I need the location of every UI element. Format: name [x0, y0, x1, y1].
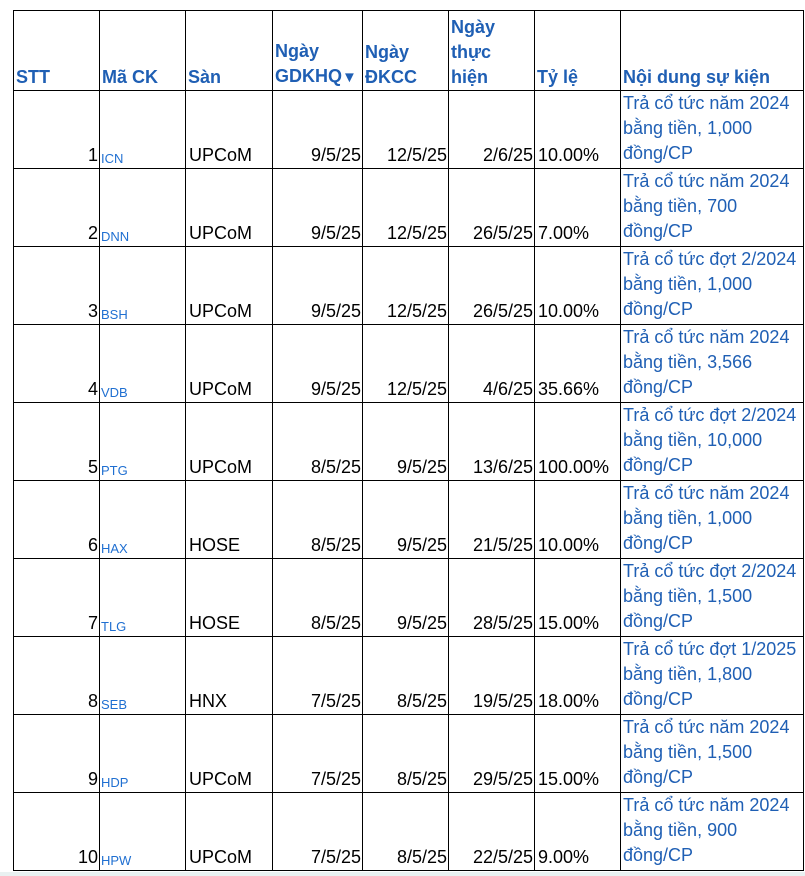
- cell-ngay-gdkhq: 8/5/25: [273, 481, 363, 559]
- header-ngay-dkcc: Ngày ĐKCC: [363, 11, 449, 91]
- cell-exchange: UPCoM: [186, 403, 273, 481]
- cell-ma-ck: [100, 91, 186, 169]
- header-san: Sàn: [186, 11, 273, 91]
- cell-ngay-thuc-hien: 22/5/25: [449, 793, 535, 871]
- table-row: [14, 325, 804, 403]
- stock-code-link[interactable]: SEB: [101, 697, 128, 712]
- cell-ty-le: 10.00%: [535, 247, 621, 325]
- header-ngay-gdkhq-label: Ngày GDKHQ: [275, 41, 342, 86]
- cell-ngay-thuc-hien: 28/5/25: [449, 559, 535, 637]
- cell-ngay-dkcc: 8/5/25: [363, 715, 449, 793]
- cell-ngay-thuc-hien: 2/6/25: [449, 91, 535, 169]
- cell-stt: 3: [14, 247, 100, 325]
- cell-exchange: HOSE: [186, 559, 273, 637]
- cell-exchange: UPCoM: [186, 325, 273, 403]
- cell-ma-ck: [100, 637, 186, 715]
- header-noi-dung: Nội dung sự kiện: [621, 11, 804, 91]
- stock-code-link[interactable]: BSH: [101, 307, 128, 322]
- cell-event-content: Trả cổ tức năm 2024 bằng tiền, 1,000 đồng/CP: [621, 91, 804, 169]
- cell-ty-le: 15.00%: [535, 559, 621, 637]
- table-row: [14, 247, 804, 325]
- cell-ngay-dkcc: 8/5/25: [363, 637, 449, 715]
- stock-code-link[interactable]: ICN: [101, 151, 124, 166]
- table-row: [14, 91, 804, 169]
- cell-ma-ck: [100, 559, 186, 637]
- cell-event-content: Trả cổ tức năm 2024 bằng tiền, 1,500 đồng/CP: [621, 715, 804, 793]
- cell-exchange: HOSE: [186, 481, 273, 559]
- cell-event-content: Trả cổ tức năm 2024 bằng tiền, 700 đồng/CP: [621, 169, 804, 247]
- cell-ngay-thuc-hien: 26/5/25: [449, 247, 535, 325]
- cell-ty-le: 35.66%: [535, 325, 621, 403]
- cell-ngay-dkcc: 12/5/25: [363, 325, 449, 403]
- cell-ngay-dkcc: 12/5/25: [363, 91, 449, 169]
- cell-exchange: UPCoM: [186, 91, 273, 169]
- cell-event-content: Trả cổ tức năm 2024 bằng tiền, 900 đồng/CP: [621, 793, 804, 871]
- cell-ty-le: 18.00%: [535, 637, 621, 715]
- stock-code-link[interactable]: HPW: [101, 853, 132, 868]
- cell-ma-ck: [100, 793, 186, 871]
- table-row: [14, 559, 804, 637]
- cell-event-content: Trả cổ tức đợt 2/2024 bằng tiền, 10,000 đồng/CP: [621, 403, 804, 481]
- cell-exchange: UPCoM: [186, 793, 273, 871]
- stock-code-link[interactable]: HAX: [101, 541, 128, 556]
- cell-ngay-gdkhq: 8/5/25: [273, 403, 363, 481]
- cell-ma-ck: [100, 403, 186, 481]
- cell-exchange: UPCoM: [186, 715, 273, 793]
- cell-ngay-gdkhq: 7/5/25: [273, 793, 363, 871]
- cell-stt: 10: [14, 793, 100, 871]
- header-ngay-gdkhq[interactable]: [273, 11, 363, 91]
- cell-ngay-gdkhq: 9/5/25: [273, 247, 363, 325]
- header-stt: STT: [14, 11, 100, 91]
- stock-code-link[interactable]: PTG: [101, 463, 128, 478]
- cell-stt: 4: [14, 325, 100, 403]
- cell-ngay-gdkhq: 8/5/25: [273, 559, 363, 637]
- cell-ma-ck: [100, 481, 186, 559]
- stock-code-link[interactable]: DNN: [101, 229, 130, 244]
- cell-ngay-dkcc: 8/5/25: [363, 793, 449, 871]
- cell-stt: 9: [14, 715, 100, 793]
- cell-ngay-gdkhq: 9/5/25: [273, 325, 363, 403]
- cell-ngay-thuc-hien: 21/5/25: [449, 481, 535, 559]
- cell-event-content: Trả cổ tức năm 2024 bằng tiền, 3,566 đồng/CP: [621, 325, 804, 403]
- header-ty-le: Tỷ lệ: [535, 11, 621, 91]
- cell-ma-ck: [100, 169, 186, 247]
- cell-ngay-gdkhq: 7/5/25: [273, 637, 363, 715]
- table-row: [14, 715, 804, 793]
- table-row: [14, 793, 804, 871]
- cell-event-content: Trả cổ tức đợt 2/2024 bằng tiền, 1,000 đồng/CP: [621, 247, 804, 325]
- header-ma-ck: Mã CK: [100, 11, 186, 91]
- cell-stt: 2: [14, 169, 100, 247]
- cell-ngay-dkcc: 9/5/25: [363, 559, 449, 637]
- cell-ngay-thuc-hien: 29/5/25: [449, 715, 535, 793]
- cell-ty-le: 10.00%: [535, 481, 621, 559]
- cell-event-content: Trả cổ tức đợt 2/2024 bằng tiền, 1,500 đồng/CP: [621, 559, 804, 637]
- cell-ma-ck: [100, 247, 186, 325]
- table-row: [14, 481, 804, 559]
- cell-ty-le: 100.00%: [535, 403, 621, 481]
- cell-ngay-thuc-hien: 13/6/25: [449, 403, 535, 481]
- cell-ngay-dkcc: 12/5/25: [363, 169, 449, 247]
- table-row: [14, 637, 804, 715]
- cell-ty-le: 15.00%: [535, 715, 621, 793]
- table-row: [14, 169, 804, 247]
- cell-ma-ck: [100, 715, 186, 793]
- cell-event-content: Trả cổ tức năm 2024 bằng tiền, 1,000 đồng/CP: [621, 481, 804, 559]
- cell-stt: 7: [14, 559, 100, 637]
- cell-stt: 1: [14, 91, 100, 169]
- table-row: [14, 403, 804, 481]
- table-header-row: [14, 11, 804, 91]
- cell-exchange: HNX: [186, 637, 273, 715]
- cell-ngay-dkcc: 9/5/25: [363, 403, 449, 481]
- stock-code-link[interactable]: TLG: [101, 619, 127, 634]
- cell-ngay-gdkhq: 7/5/25: [273, 715, 363, 793]
- cell-stt: 5: [14, 403, 100, 481]
- dividend-events-table: [13, 10, 804, 871]
- cell-exchange: UPCoM: [186, 169, 273, 247]
- cell-ngay-thuc-hien: 26/5/25: [449, 169, 535, 247]
- sort-desc-icon[interactable]: ▼: [342, 69, 357, 86]
- cell-ma-ck: [100, 325, 186, 403]
- cell-exchange: UPCoM: [186, 247, 273, 325]
- cell-ngay-thuc-hien: 4/6/25: [449, 325, 535, 403]
- cell-ngay-gdkhq: 9/5/25: [273, 91, 363, 169]
- header-ngay-thuc-hien: Ngày thực hiện: [449, 11, 535, 91]
- cell-ngay-thuc-hien: 19/5/25: [449, 637, 535, 715]
- cell-ngay-gdkhq: 9/5/25: [273, 169, 363, 247]
- cell-ty-le: 7.00%: [535, 169, 621, 247]
- cell-ty-le: 9.00%: [535, 793, 621, 871]
- stock-code-link[interactable]: VDB: [101, 385, 128, 400]
- cell-stt: 6: [14, 481, 100, 559]
- bottom-divider: [0, 872, 805, 876]
- stock-code-link[interactable]: HDP: [101, 775, 129, 790]
- cell-ty-le: 10.00%: [535, 91, 621, 169]
- cell-stt: 8: [14, 637, 100, 715]
- cell-ngay-dkcc: 9/5/25: [363, 481, 449, 559]
- cell-event-content: Trả cổ tức đợt 1/2025 bằng tiền, 1,800 đồng/CP: [621, 637, 804, 715]
- cell-ngay-dkcc: 12/5/25: [363, 247, 449, 325]
